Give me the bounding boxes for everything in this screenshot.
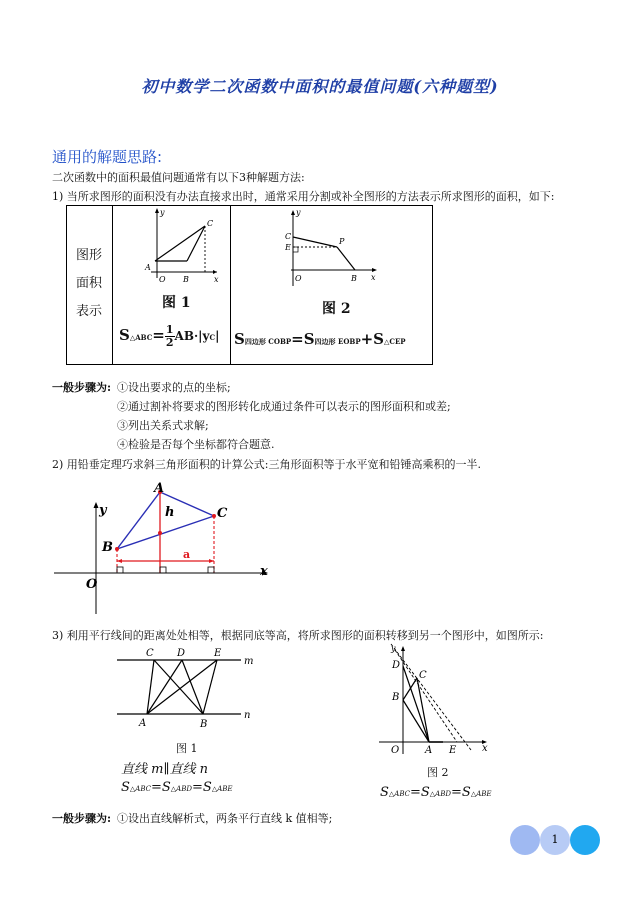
fig3-vertical-height-diagram [52, 476, 282, 620]
fig5-C-label: C [419, 670, 427, 681]
document-title: 初中数学二次函数中面积的最值问题(六种题型) [141, 77, 499, 96]
fig4-C-label: C [146, 648, 154, 659]
pager-circle-left [510, 825, 540, 855]
fig4-A-label: A [139, 718, 147, 729]
fig3-x-label: x [260, 564, 268, 579]
fig1-O-label: O [159, 275, 166, 284]
fig1-y-label: y [160, 208, 165, 217]
steps1-item-1: ①设出要求的点的坐标; [117, 381, 231, 394]
fig1-A-label: A [145, 263, 151, 272]
table-side-label-3: 表示 [76, 304, 103, 319]
fig2-B-label: B [351, 274, 357, 283]
steps2-item-1: ①设出直线解析式，两条平行直线 k 值相等; [117, 812, 333, 825]
method1-text: 1) 当所求图形的面积没有办法直接求出时，通常采用分割或补全图形的方法表示所求图形的面积，如下: [52, 190, 555, 203]
fig2-y-label: y [296, 208, 301, 217]
fig5-coordinate-diagram [375, 642, 500, 758]
fig4-E-label: E [214, 648, 222, 659]
pager-circle-right [570, 825, 600, 855]
page-number: 1 [551, 833, 559, 846]
fig5-D-label: D [392, 660, 401, 671]
fig3-y-label: y [99, 503, 107, 518]
fig3-A-label: A [154, 481, 165, 496]
steps2-label: 一般步骤为: [52, 812, 112, 825]
table-side-label-1: 图形 [76, 248, 103, 263]
fig2-E-label: E [285, 243, 291, 252]
fig5-area-equation: S△ABC=S△ABD=S△ABE [380, 785, 492, 800]
fig5-O-label: O [391, 745, 400, 756]
formula-quadrilateral-area: S四边形 COBP=S四边形 EOBP+S△CEP [234, 330, 406, 348]
steps1-label: 一般步骤为: [52, 381, 112, 394]
fig1-x-label: x [214, 275, 219, 284]
fig4-B-label: B [200, 719, 208, 730]
fig5-caption: 图 2 [427, 766, 449, 779]
fig2-x-label: x [371, 273, 376, 282]
fig5-y-label: y [391, 644, 396, 653]
intro-text: 二次函数中的面积最值问题通常有以下3种解题方法: [52, 171, 305, 184]
formula-triangle-area: S△ABC= $\frac{1}{2}$ AB·|yC| [119, 323, 220, 349]
steps1-item-3: ③列出关系式求解; [117, 419, 209, 432]
fig1-triangle-diagram [129, 206, 225, 286]
fig3-C-label: C [217, 506, 228, 521]
section-heading: 通用的解题思路: [52, 148, 163, 166]
fig3-O-label: O [86, 577, 98, 592]
fig1-caption: 图 1 [162, 295, 191, 311]
fig3-h-label: h [165, 505, 175, 520]
fig1-C-label: C [207, 219, 214, 228]
fig3-a-label: a [183, 548, 191, 561]
fig4-area-equation: S△ABC=S△ABD=S△ABE [121, 780, 233, 795]
fig2-caption: 图 2 [322, 301, 351, 317]
method3-text: 3) 利用平行线间的距离处处相等，根据同底等高，将所求图形的面积转移到另一个图形中，如图所示: [52, 629, 544, 642]
area-method-table [66, 205, 433, 365]
fig5-E-label: E [449, 745, 457, 756]
fig3-B-label: B [102, 540, 113, 555]
fig2-quadrilateral-diagram [285, 206, 395, 290]
page-number-badge [510, 825, 602, 855]
fig5-B-label: B [392, 692, 400, 703]
table-side-label-2: 面积 [76, 276, 103, 291]
fig2-O-label: O [295, 274, 302, 283]
method2-text: 2) 用铅垂定理巧求斜三角形面积的计算公式:三角形面积等于水平宽和铅锤高乘积的一半. [52, 458, 481, 471]
fig1-B-label: B [183, 275, 189, 284]
fig2-C-label: C [285, 232, 292, 241]
fig4-caption: 图 1 [176, 742, 198, 755]
fig4-parallel-lines-diagram [105, 646, 265, 732]
fig4-D-label: D [177, 648, 186, 659]
steps1-item-4: ④检验是否每个坐标都符合题意. [117, 438, 275, 451]
fig5-A-label: A [425, 745, 433, 756]
fig4-parallel-statement: 直线 m∥直线 n [121, 762, 208, 777]
fig2-P-label: P [339, 237, 345, 246]
fig4-n-label: n [244, 710, 251, 721]
steps1-item-2: ②通过割补将要求的图形转化成通过条件可以表示的图形面积和或差; [117, 400, 451, 413]
fig5-x-label: x [482, 743, 488, 754]
fig4-m-label: m [244, 656, 254, 667]
